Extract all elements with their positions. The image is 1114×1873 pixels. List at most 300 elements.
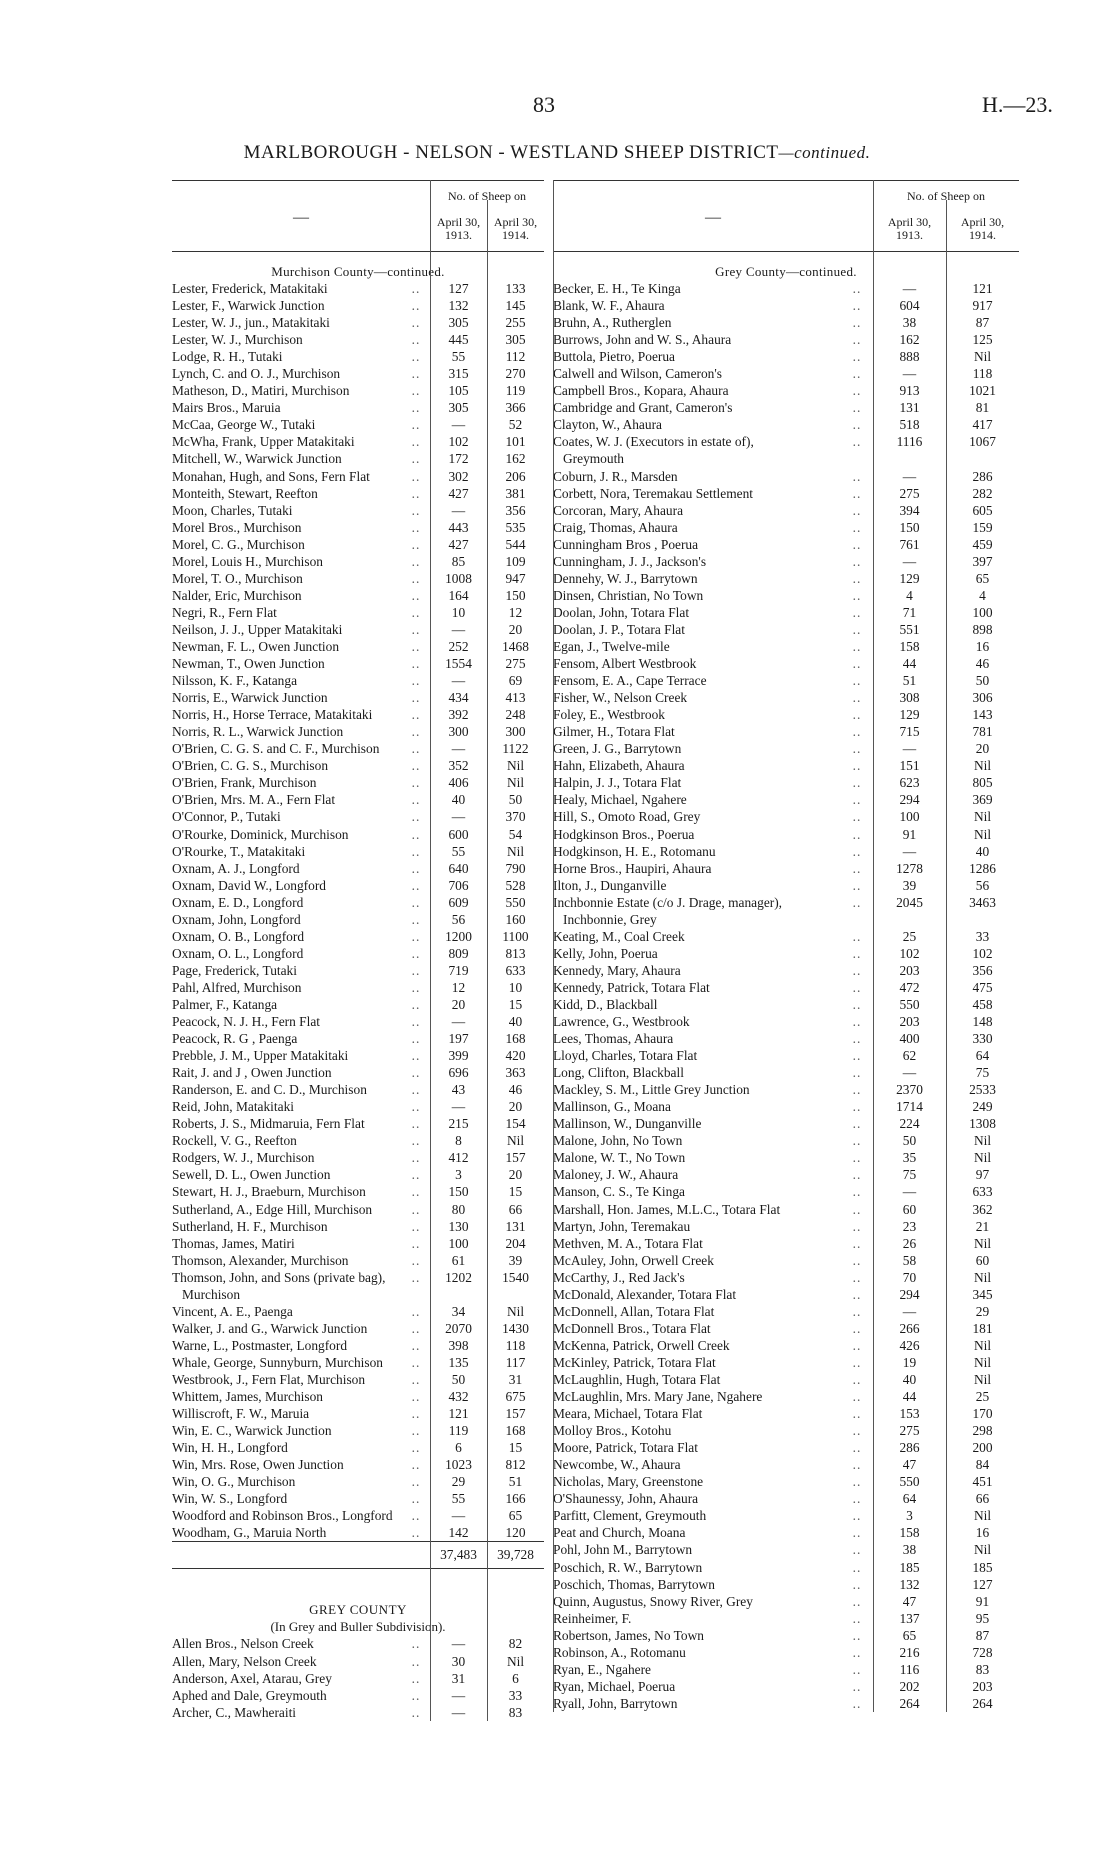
sheep-1914: 369 <box>972 792 993 808</box>
sheep-1913: 1554 <box>445 656 472 672</box>
sheep-1914: 330 <box>972 1031 993 1047</box>
sheep-1914: 200 <box>972 1440 993 1456</box>
table-row <box>553 877 1019 894</box>
leader-dots: .. <box>411 1354 421 1370</box>
sheep-1914: 75 <box>975 1065 990 1081</box>
owner-name: Hodgkinson Bros., Poerua <box>553 826 695 842</box>
sheep-1914: 356 <box>972 962 993 978</box>
sheep-1913: 518 <box>899 417 920 433</box>
leader-dots: .. <box>411 945 421 961</box>
owner-name: Norris, H., Horse Terrace, Matakitaki <box>172 707 373 723</box>
sheep-1913: 294 <box>899 792 920 808</box>
table-row <box>172 348 544 365</box>
owner-name: O'Rourke, Dominick, Murchison <box>172 826 349 842</box>
sheep-1914: 917 <box>972 298 993 314</box>
table-row <box>553 1354 1019 1371</box>
leader-dots: .. <box>852 621 862 637</box>
leader-dots: .. <box>411 1065 421 1081</box>
sheep-1913: 392 <box>448 707 469 723</box>
owner-name: Peat and Church, Moana <box>553 1525 686 1541</box>
sheep-1914: 370 <box>505 809 526 825</box>
sheep-1913: 153 <box>899 1406 920 1422</box>
leader-dots: .. <box>852 604 862 620</box>
leader-dots: .. <box>411 1201 421 1217</box>
leader-dots: .. <box>852 315 862 331</box>
sheep-1914: 1308 <box>969 1116 996 1132</box>
sheep-1913: 71 <box>902 604 917 620</box>
table-row <box>553 1422 1019 1439</box>
sheep-1913: — <box>451 741 466 757</box>
owner-name: Cunningham, J. J., Jackson's <box>553 553 707 569</box>
table-row <box>172 1653 544 1670</box>
table-row <box>172 996 544 1013</box>
owner-name: Kelly, John, Poerua <box>553 945 658 961</box>
sheep-1914: 20 <box>508 621 523 637</box>
leader-dots: .. <box>411 281 421 296</box>
leader-dots: .. <box>852 536 862 552</box>
sheep-1913: 412 <box>448 1150 469 1166</box>
table-row <box>172 399 544 416</box>
sheep-1914: 84 <box>975 1457 990 1473</box>
sheep-1914: 16 <box>975 1525 990 1541</box>
sheep-1913: — <box>451 1636 466 1652</box>
sheep-1913: 275 <box>899 485 920 501</box>
table-row <box>553 365 1019 382</box>
table-row <box>553 1183 1019 1200</box>
sheep-1913: — <box>902 843 917 859</box>
sheep-1914: 1468 <box>502 638 529 654</box>
leader-dots: .. <box>411 996 421 1012</box>
right-table-body <box>553 280 1019 1712</box>
table-row <box>172 1098 544 1115</box>
owner-name: Hodgkinson, H. E., Rotomanu <box>553 843 716 859</box>
table-row <box>553 1473 1019 1490</box>
sheep-1914: 87 <box>975 315 990 331</box>
table-row <box>553 536 1019 553</box>
leader-dots: .. <box>852 860 862 876</box>
table-row <box>553 945 1019 962</box>
sheep-1914: 157 <box>505 1406 526 1422</box>
table-row <box>553 1593 1019 1610</box>
leader-dots: .. <box>852 741 862 757</box>
leader-dots: .. <box>852 979 862 995</box>
left-column <box>172 180 544 1721</box>
owner-name: Foley, E., Westbrook <box>553 707 665 723</box>
table-row <box>172 1371 544 1388</box>
sheep-1913: 913 <box>899 383 920 399</box>
sheep-1914: Nil <box>506 1653 525 1669</box>
owner-name: Woodford and Robinson Bros., Longford <box>172 1508 393 1524</box>
sheep-1914: 282 <box>972 485 993 501</box>
sheep-1914: 270 <box>505 366 526 382</box>
table-row <box>172 416 544 433</box>
owner-name: O'Connor, P., Tutaki <box>172 809 281 825</box>
divider-line <box>487 200 488 1721</box>
leader-dots: .. <box>411 366 421 382</box>
sheep-1913: 62 <box>902 1048 917 1064</box>
owner-name: Monahan, Hugh, and Sons, Fern Flat <box>172 468 370 484</box>
sheep-1914: 81 <box>975 400 990 416</box>
table-row <box>553 1201 1019 1218</box>
leader-dots: .. <box>852 1610 862 1626</box>
table-row <box>172 826 544 843</box>
owner-name: Pahl, Alfred, Murchison <box>172 979 302 995</box>
table-row <box>553 911 1019 928</box>
table-row <box>553 1252 1019 1269</box>
sheep-1914: 15 <box>508 1184 523 1200</box>
sheep-1914: 102 <box>972 945 993 961</box>
sheep-1914: 1021 <box>969 383 996 399</box>
leader-dots: .. <box>852 945 862 961</box>
sheep-1914: 97 <box>975 1167 990 1183</box>
sheep-1914: 25 <box>975 1389 990 1405</box>
table-row <box>172 1030 544 1047</box>
owner-name: Peacock, R. G , Paenga <box>172 1031 298 1047</box>
table-row <box>553 297 1019 314</box>
table-row <box>172 672 544 689</box>
sheep-1914: Nil <box>973 809 992 825</box>
sheep-1914: 550 <box>505 894 526 910</box>
owner-name: Oxnam, A. J., Longford <box>172 860 300 876</box>
owner-name: Norris, R. L., Warwick Junction <box>172 724 344 740</box>
table-row <box>172 280 544 297</box>
table-row <box>172 1704 544 1721</box>
table-row <box>172 774 544 791</box>
sheep-1913: 116 <box>899 1661 920 1677</box>
leader-dots: .. <box>852 1354 862 1370</box>
header-sheep-on: No. of Sheep on <box>907 189 985 203</box>
sheep-1913: 162 <box>899 332 920 348</box>
sheep-1913: 426 <box>899 1337 920 1353</box>
sheep-1913: 2070 <box>445 1320 472 1336</box>
sheep-1913: 38 <box>902 1542 917 1558</box>
sheep-1914 <box>956 911 1029 928</box>
owner-name: McCaa, George W., Tutaki <box>172 417 316 433</box>
table-row <box>172 638 544 655</box>
owner-name: Doolan, John, Totara Flat <box>553 604 690 620</box>
leader-dots: .. <box>411 1687 421 1703</box>
sheep-1914: 1430 <box>502 1320 529 1336</box>
leader-dots: .. <box>852 877 862 893</box>
table-row <box>553 1576 1019 1593</box>
sheep-1914: 133 <box>505 281 526 296</box>
owner-name: Healy, Michael, Ngahere <box>553 792 687 808</box>
sheep-1914: 264 <box>972 1695 993 1711</box>
table-row <box>553 928 1019 945</box>
sheep-1914: 64 <box>975 1048 990 1064</box>
sheep-1913: 121 <box>448 1406 469 1422</box>
sheep-1913: 100 <box>899 809 920 825</box>
leader-dots: .. <box>852 587 862 603</box>
leader-dots: .. <box>852 1372 862 1387</box>
sheep-1914: 204 <box>505 1235 526 1251</box>
leader-dots: .. <box>411 604 421 620</box>
sheep-1914: 87 <box>975 1627 990 1643</box>
table-row <box>172 808 544 825</box>
table-row <box>172 314 544 331</box>
leader-dots: .. <box>852 1406 862 1422</box>
sheep-1914: 143 <box>972 707 993 723</box>
owner-name: Lester, F., Warwick Junction <box>172 298 325 314</box>
sheep-1914: 127 <box>972 1576 993 1592</box>
sheep-1914: 83 <box>975 1661 990 1677</box>
sheep-1913: 38 <box>902 315 917 331</box>
leader-dots: .. <box>411 1670 421 1686</box>
table-row <box>553 1149 1019 1166</box>
owner-name: Inchbonnie Estate (c/o J. Drage, manager), <box>553 894 783 910</box>
table-row <box>172 587 544 604</box>
leader-dots <box>851 911 883 928</box>
sheep-1913: 129 <box>899 707 920 723</box>
table-row <box>553 553 1019 570</box>
table-row <box>172 331 544 348</box>
divider-line <box>430 180 431 1721</box>
sheep-1913: 80 <box>451 1201 466 1217</box>
owner-name: Moon, Charles, Tutaki <box>172 502 293 518</box>
sheep-1913: 427 <box>448 485 469 501</box>
leader-dots: .. <box>411 1150 421 1166</box>
owner-name: Nicholas, Mary, Greenstone <box>553 1474 704 1490</box>
sheep-1914 <box>497 1286 554 1303</box>
sheep-1914: 83 <box>508 1704 523 1720</box>
leader-dots: .. <box>411 724 421 740</box>
owner-name: Poschich, Thomas, Barrytown <box>553 1576 715 1592</box>
table-row <box>553 706 1019 723</box>
owner-name: Greymouth <box>563 451 624 467</box>
table-row <box>172 706 544 723</box>
leader-dots: .. <box>852 962 862 978</box>
sheep-1914: 157 <box>505 1150 526 1166</box>
owner-name: Malone, W. T., No Town <box>553 1150 686 1166</box>
table-row <box>553 655 1019 672</box>
sheep-1913: — <box>902 1065 917 1081</box>
sheep-1913: 197 <box>448 1031 469 1047</box>
sheep-1913: 604 <box>899 298 920 314</box>
owner-name: Halpin, J. J., Totara Flat <box>553 775 682 791</box>
sheep-1913: 58 <box>902 1252 917 1268</box>
header-1914: April 30, 1914. <box>960 215 1005 242</box>
sheep-1914: 417 <box>972 417 993 433</box>
table-row <box>553 570 1019 587</box>
table-row <box>553 1030 1019 1047</box>
sheep-1914: 150 <box>505 587 526 603</box>
leader-dots: .. <box>411 741 421 757</box>
sheep-1914: 362 <box>972 1201 993 1217</box>
leader-dots: .. <box>852 656 862 672</box>
owner-name: Hill, S., Omoto Road, Grey <box>553 809 701 825</box>
sheep-1914: 100 <box>972 604 993 620</box>
table-row <box>553 1371 1019 1388</box>
owner-name: Coates, W. J. (Executors in estate of), <box>553 434 754 450</box>
owner-name: Sutherland, A., Edge Hill, Murchison <box>172 1201 373 1217</box>
owner-name: Morel, Louis H., Murchison <box>172 553 324 569</box>
table-row <box>553 468 1019 485</box>
sheep-1913: 308 <box>899 690 920 706</box>
leader-dots: .. <box>411 451 421 467</box>
sheep-1914: Nil <box>506 775 525 791</box>
total-row <box>172 1541 544 1569</box>
table-row <box>172 945 544 962</box>
table-row <box>172 1337 544 1354</box>
owner-name: Oxnam, O. B., Longford <box>172 928 305 944</box>
document-reference: H.—23. <box>982 92 1053 117</box>
table-row <box>553 280 1019 297</box>
sheep-1913: 888 <box>899 349 920 365</box>
owner-name: Nalder, Eric, Murchison <box>172 587 302 603</box>
sheep-1914: 947 <box>505 570 526 586</box>
sheep-1914: 51 <box>508 1474 523 1490</box>
sheep-1914: 633 <box>972 1184 993 1200</box>
leader-dots: .. <box>411 621 421 637</box>
leader-dots: .. <box>852 434 862 450</box>
sheep-1913: 472 <box>899 979 920 995</box>
sheep-1914: 82 <box>508 1636 523 1652</box>
leader-dots: .. <box>411 1218 421 1234</box>
owner-name: Archer, C., Mawheraiti <box>172 1704 297 1720</box>
table-row <box>172 928 544 945</box>
sheep-1913: 305 <box>448 400 469 416</box>
divider-line <box>553 180 554 1712</box>
sheep-1914: 170 <box>972 1406 993 1422</box>
sheep-1913: — <box>902 553 917 569</box>
owner-name: Westbrook, J., Fern Flat, Murchison <box>172 1372 366 1387</box>
sheep-1913: 34 <box>451 1303 466 1319</box>
sheep-1914: 298 <box>972 1423 993 1439</box>
leader-dots: .. <box>852 570 862 586</box>
sheep-1914: 275 <box>505 656 526 672</box>
table-row <box>553 485 1019 502</box>
sheep-1913: 56 <box>451 911 466 927</box>
sheep-1914: 345 <box>972 1286 993 1302</box>
sheep-1913: 30 <box>451 1653 466 1669</box>
owner-name: Warne, L., Postmaster, Longford <box>172 1337 348 1353</box>
sheep-1914: 112 <box>505 349 526 365</box>
section-title: Murchison County—continued. <box>271 264 445 279</box>
leader-dots: .. <box>411 775 421 791</box>
sheep-1913: 3 <box>906 1508 913 1524</box>
sheep-1914: 66 <box>508 1201 523 1217</box>
leader-dots: .. <box>411 979 421 995</box>
leader-dots: .. <box>852 1661 862 1677</box>
table-row <box>172 894 544 911</box>
owner-name: Lester, Frederick, Matakitaki <box>172 281 328 296</box>
sheep-1914: 40 <box>508 1014 523 1030</box>
owner-name: Kennedy, Patrick, Totara Flat <box>553 979 710 995</box>
table-row <box>553 1064 1019 1081</box>
sheep-1914: 528 <box>505 877 526 893</box>
owner-name: Egan, J., Twelve-mile <box>553 638 670 654</box>
leader-dots: .. <box>852 758 862 774</box>
table-row <box>553 1610 1019 1627</box>
sheep-1913: 275 <box>899 1423 920 1439</box>
table-row <box>553 638 1019 655</box>
table-row <box>553 382 1019 399</box>
sheep-1914: Nil <box>973 349 992 365</box>
sheep-1914: 206 <box>505 468 526 484</box>
table-row <box>553 791 1019 808</box>
sheep-1913: 39 <box>902 877 917 893</box>
owner-name: Ilton, J., Dunganville <box>553 877 667 893</box>
sheep-1914: 50 <box>508 792 523 808</box>
sheep-1914: 203 <box>972 1678 993 1694</box>
leader-dots: .. <box>852 1184 862 1200</box>
sheep-1913: 266 <box>899 1320 920 1336</box>
sheep-1913: 40 <box>451 792 466 808</box>
leader-dots: .. <box>411 400 421 416</box>
sheep-1914: 60 <box>975 1252 990 1268</box>
owner-name: Kennedy, Mary, Ahaura <box>553 962 681 978</box>
leader-dots: .. <box>852 485 862 501</box>
table-row <box>172 962 544 979</box>
sheep-1913: 55 <box>451 349 466 365</box>
sheep-1913: 551 <box>899 621 920 637</box>
sheep-1913: — <box>902 468 917 484</box>
page-title <box>0 142 1114 164</box>
leader-dots: .. <box>411 1389 421 1405</box>
owner-name: Lloyd, Charles, Totara Flat <box>553 1048 698 1064</box>
owner-name: Win, E. C., Warwick Junction <box>172 1423 332 1439</box>
owner-name: Rockell, V. G., Reefton <box>172 1133 297 1149</box>
sheep-1914: 65 <box>508 1508 523 1524</box>
sheep-1913: 44 <box>902 1389 917 1405</box>
owner-name: Corbett, Nora, Teremakau Settlement <box>553 485 753 501</box>
table-row <box>172 1473 544 1490</box>
owner-name: McAuley, John, Orwell Creek <box>553 1252 714 1268</box>
table-row <box>172 1670 544 1687</box>
sheep-1914: 39 <box>508 1252 523 1268</box>
sheep-1913: 264 <box>899 1695 920 1711</box>
table-row <box>172 843 544 860</box>
owner-name: Oxnam, O. L., Longford <box>172 945 304 961</box>
leader-dots: .. <box>411 911 421 927</box>
table-row <box>553 1286 1019 1303</box>
table-row <box>553 1678 1019 1695</box>
owner-name: Molloy Bros., Kotohu <box>553 1423 672 1439</box>
leader-dots: .. <box>411 809 421 825</box>
table-row <box>172 468 544 485</box>
leader-dots: .. <box>852 1440 862 1456</box>
leader-dots: .. <box>852 468 862 484</box>
section-title: Grey County—continued. <box>715 264 857 279</box>
leader-dots: .. <box>411 587 421 603</box>
sheep-1913: 85 <box>451 553 466 569</box>
sheep-1913: 406 <box>448 775 469 791</box>
sheep-1913: 398 <box>448 1337 469 1353</box>
sheep-1913: 35 <box>902 1150 917 1166</box>
owner-name: Coburn, J. R., Marsden <box>553 468 678 484</box>
table-row <box>172 1303 544 1320</box>
leader-dots <box>851 450 883 467</box>
leader-dots: .. <box>852 400 862 416</box>
sheep-1913: 158 <box>899 1525 920 1541</box>
leader-dots: .. <box>852 1627 862 1643</box>
leader-dots: .. <box>852 1593 862 1609</box>
sheep-1913: 696 <box>448 1065 469 1081</box>
sheep-1914: 121 <box>972 281 993 296</box>
sheep-1914: 33 <box>975 928 990 944</box>
table-row <box>553 774 1019 791</box>
sheep-1914: 286 <box>972 468 993 484</box>
owner-name: Allen Bros., Nelson Creek <box>172 1636 314 1652</box>
leader-dots: .. <box>852 1525 862 1541</box>
table-row <box>172 297 544 314</box>
leader-dots: .. <box>411 1508 421 1524</box>
sheep-1913: 47 <box>902 1593 917 1609</box>
sheep-1914: 69 <box>508 673 523 689</box>
leader-dots: .. <box>852 1491 862 1507</box>
leader-dots: .. <box>852 1678 862 1694</box>
sheep-1913: 286 <box>899 1440 920 1456</box>
